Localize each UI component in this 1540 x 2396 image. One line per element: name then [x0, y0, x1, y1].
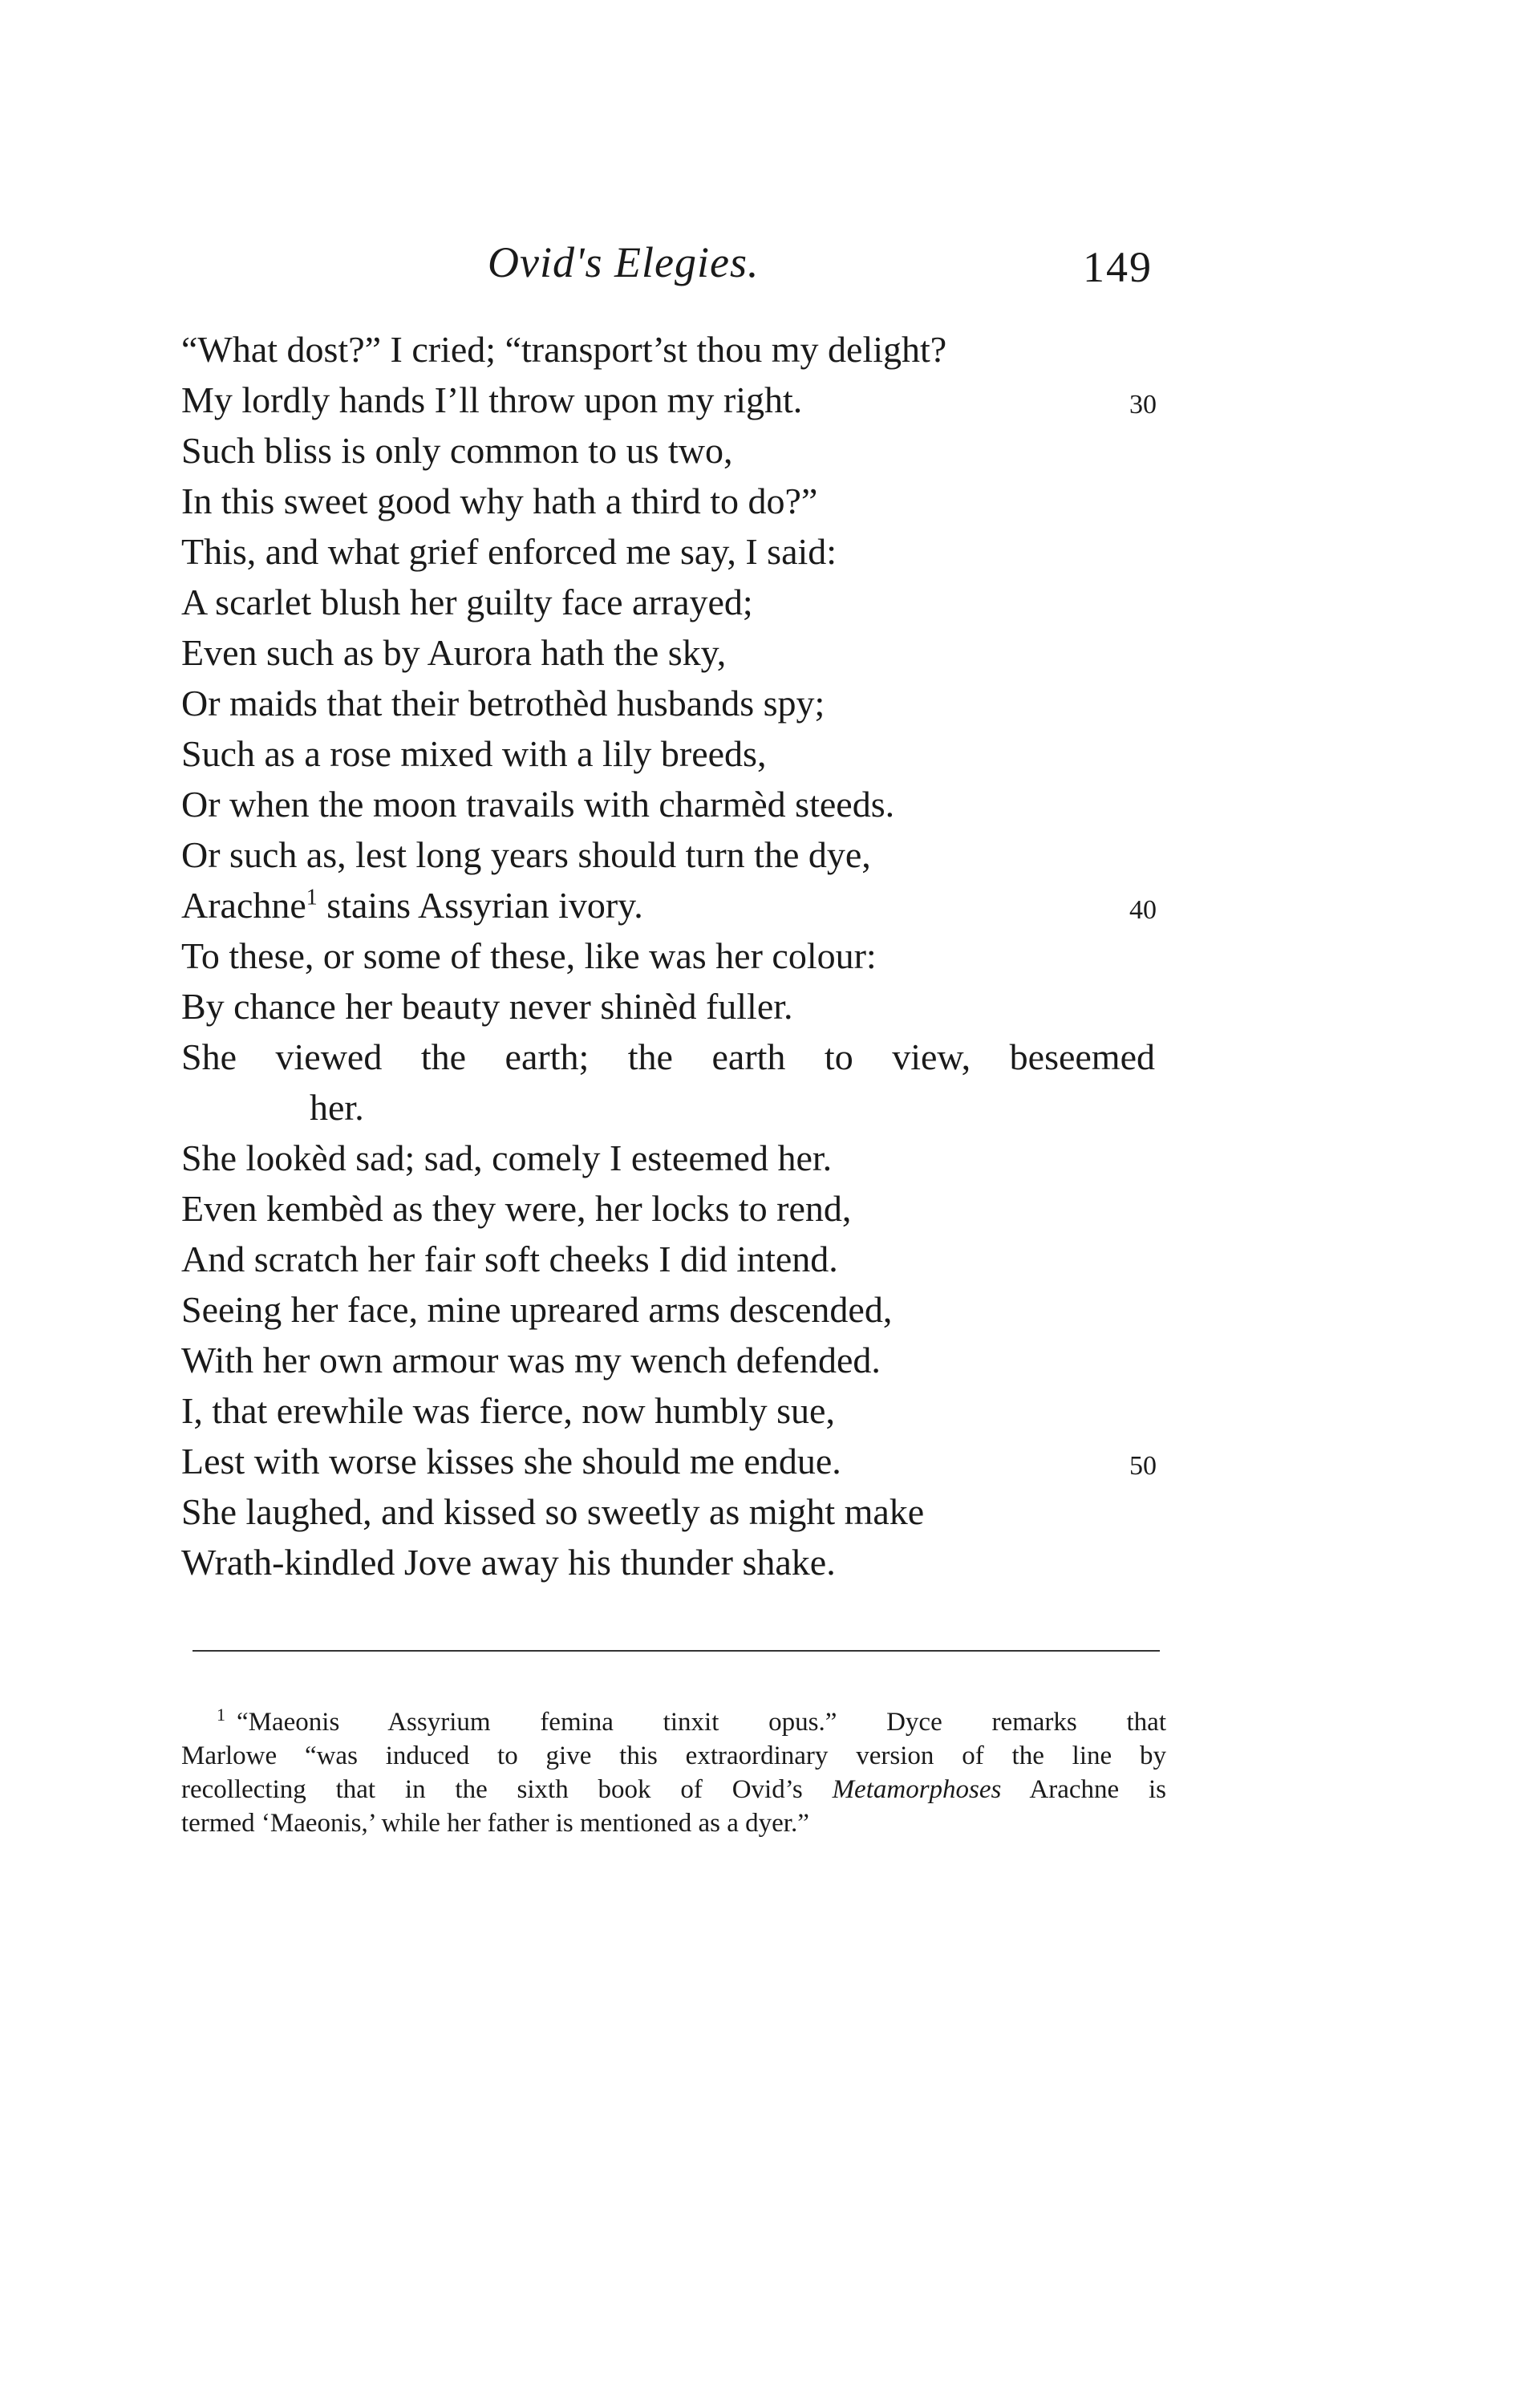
footnote-line — [181, 1698, 1166, 1739]
verse-line-text: She viewed the earth; the earth to view, beseemed — [181, 1036, 1155, 1077]
verse-line — [181, 476, 1160, 526]
verse-line-text: Lest with worse kisses she should me endue. — [181, 1441, 841, 1482]
footnote — [181, 1698, 1166, 1840]
verse-line — [181, 1234, 1160, 1284]
verse-line-text: her. — [310, 1087, 364, 1128]
verse-line — [181, 1486, 1160, 1537]
verse-line-text: Such as a rose mixed with a lily breeds, — [181, 733, 767, 774]
footnote-text: recollecting that in the sixth book of Ovid’s — [181, 1775, 833, 1804]
verse-line — [181, 1335, 1160, 1385]
verse-line-text: She lookèd sad; sad, comely I esteemed her. — [181, 1137, 833, 1178]
verse-line-text: Or when the moon travails with charmèd steeds. — [181, 784, 895, 825]
verse-line-text: She laughed, and kissed so sweetly as might make — [181, 1491, 925, 1532]
verse-line-text: My lordly hands I’ll throw upon my right. — [181, 379, 803, 420]
running-head-title: Ovid's Elegies. — [488, 238, 760, 286]
verse-line-text: Or such as, lest long years should turn the dye, — [181, 834, 871, 875]
verse-line-text: A scarlet blush her guilty face arrayed; — [181, 582, 753, 622]
verse-line — [181, 375, 1160, 425]
verse-line-text: “What dost?” I cried; “transport’st thou my delight? — [181, 329, 947, 370]
verse-line-text: Or maids that their betrothèd husbands spy; — [181, 683, 825, 724]
verse-line — [181, 728, 1160, 779]
verse-line — [181, 930, 1160, 981]
verse-line — [181, 1537, 1160, 1587]
verse-line — [181, 981, 1160, 1032]
footnote-line — [181, 1739, 1166, 1773]
footnote-marker: 1 — [217, 1705, 225, 1725]
verse-line — [181, 1133, 1160, 1183]
verse-line-text: Even kembèd as they were, her locks to rend, — [181, 1188, 852, 1229]
footnote-book-title: Metamorphoses — [832, 1775, 1002, 1804]
footnote-text: “Maeonis Assyrium femina tinxit opus.” Dyce remarks that — [237, 1708, 1166, 1737]
footnote-reference[interactable]: 1 — [306, 885, 318, 910]
verse-line-turnover — [181, 1082, 1160, 1133]
poem-verse — [181, 324, 1160, 1587]
verse-line — [181, 526, 1160, 577]
line-number: 30 — [1129, 390, 1157, 420]
verse-line — [181, 627, 1160, 678]
verse-line — [181, 425, 1160, 476]
footnote-line — [181, 1806, 1166, 1840]
verse-line — [181, 880, 1160, 930]
verse-line-text: With her own armour was my wench defended. — [181, 1340, 881, 1380]
verse-line-text: Arachne — [181, 885, 306, 926]
verse-line-text: And scratch her fair soft cheeks I did intend. — [181, 1239, 838, 1279]
verse-line-text: I, that erewhile was fierce, now humbly sue, — [181, 1390, 835, 1431]
verse-line-text: Wrath-kindled Jove away his thunder shake. — [181, 1542, 836, 1583]
verse-line — [181, 324, 1160, 375]
line-number: 50 — [1129, 1451, 1157, 1481]
page-number: 149 — [1083, 243, 1153, 291]
footnote-text: Arachne is — [1001, 1775, 1166, 1804]
verse-line-text-continued: stains Assyrian ivory. — [317, 885, 643, 926]
verse-line — [181, 779, 1160, 829]
footnote-text: Marlowe “was induced to give this extraordinary version of the line by — [181, 1741, 1166, 1770]
line-number: 40 — [1129, 895, 1157, 925]
footnote-text: termed ‘Maeonis,’ while her father is mentioned as a dyer.” — [181, 1809, 809, 1838]
verse-line — [181, 1032, 1160, 1082]
verse-line — [181, 1436, 1160, 1486]
verse-line-text: Such bliss is only common to us two, — [181, 430, 733, 471]
verse-line — [181, 1284, 1160, 1335]
verse-line — [181, 678, 1160, 728]
verse-line-text: Even such as by Aurora hath the sky, — [181, 632, 727, 673]
verse-line — [181, 577, 1160, 627]
verse-line-text: In this sweet good why hath a third to do?” — [181, 480, 818, 521]
verse-line — [181, 829, 1160, 880]
verse-line — [181, 1385, 1160, 1436]
verse-line-text: To these, or some of these, like was her colour: — [181, 935, 877, 976]
verse-line-text: By chance her beauty never shinèd fuller. — [181, 986, 793, 1027]
footnote-divider — [192, 1650, 1160, 1652]
verse-line-text: Seeing her face, mine upreared arms descended, — [181, 1289, 893, 1330]
verse-line-text: This, and what grief enforced me say, I said: — [181, 531, 837, 572]
footnote-line — [181, 1773, 1166, 1806]
verse-line — [181, 1183, 1160, 1234]
